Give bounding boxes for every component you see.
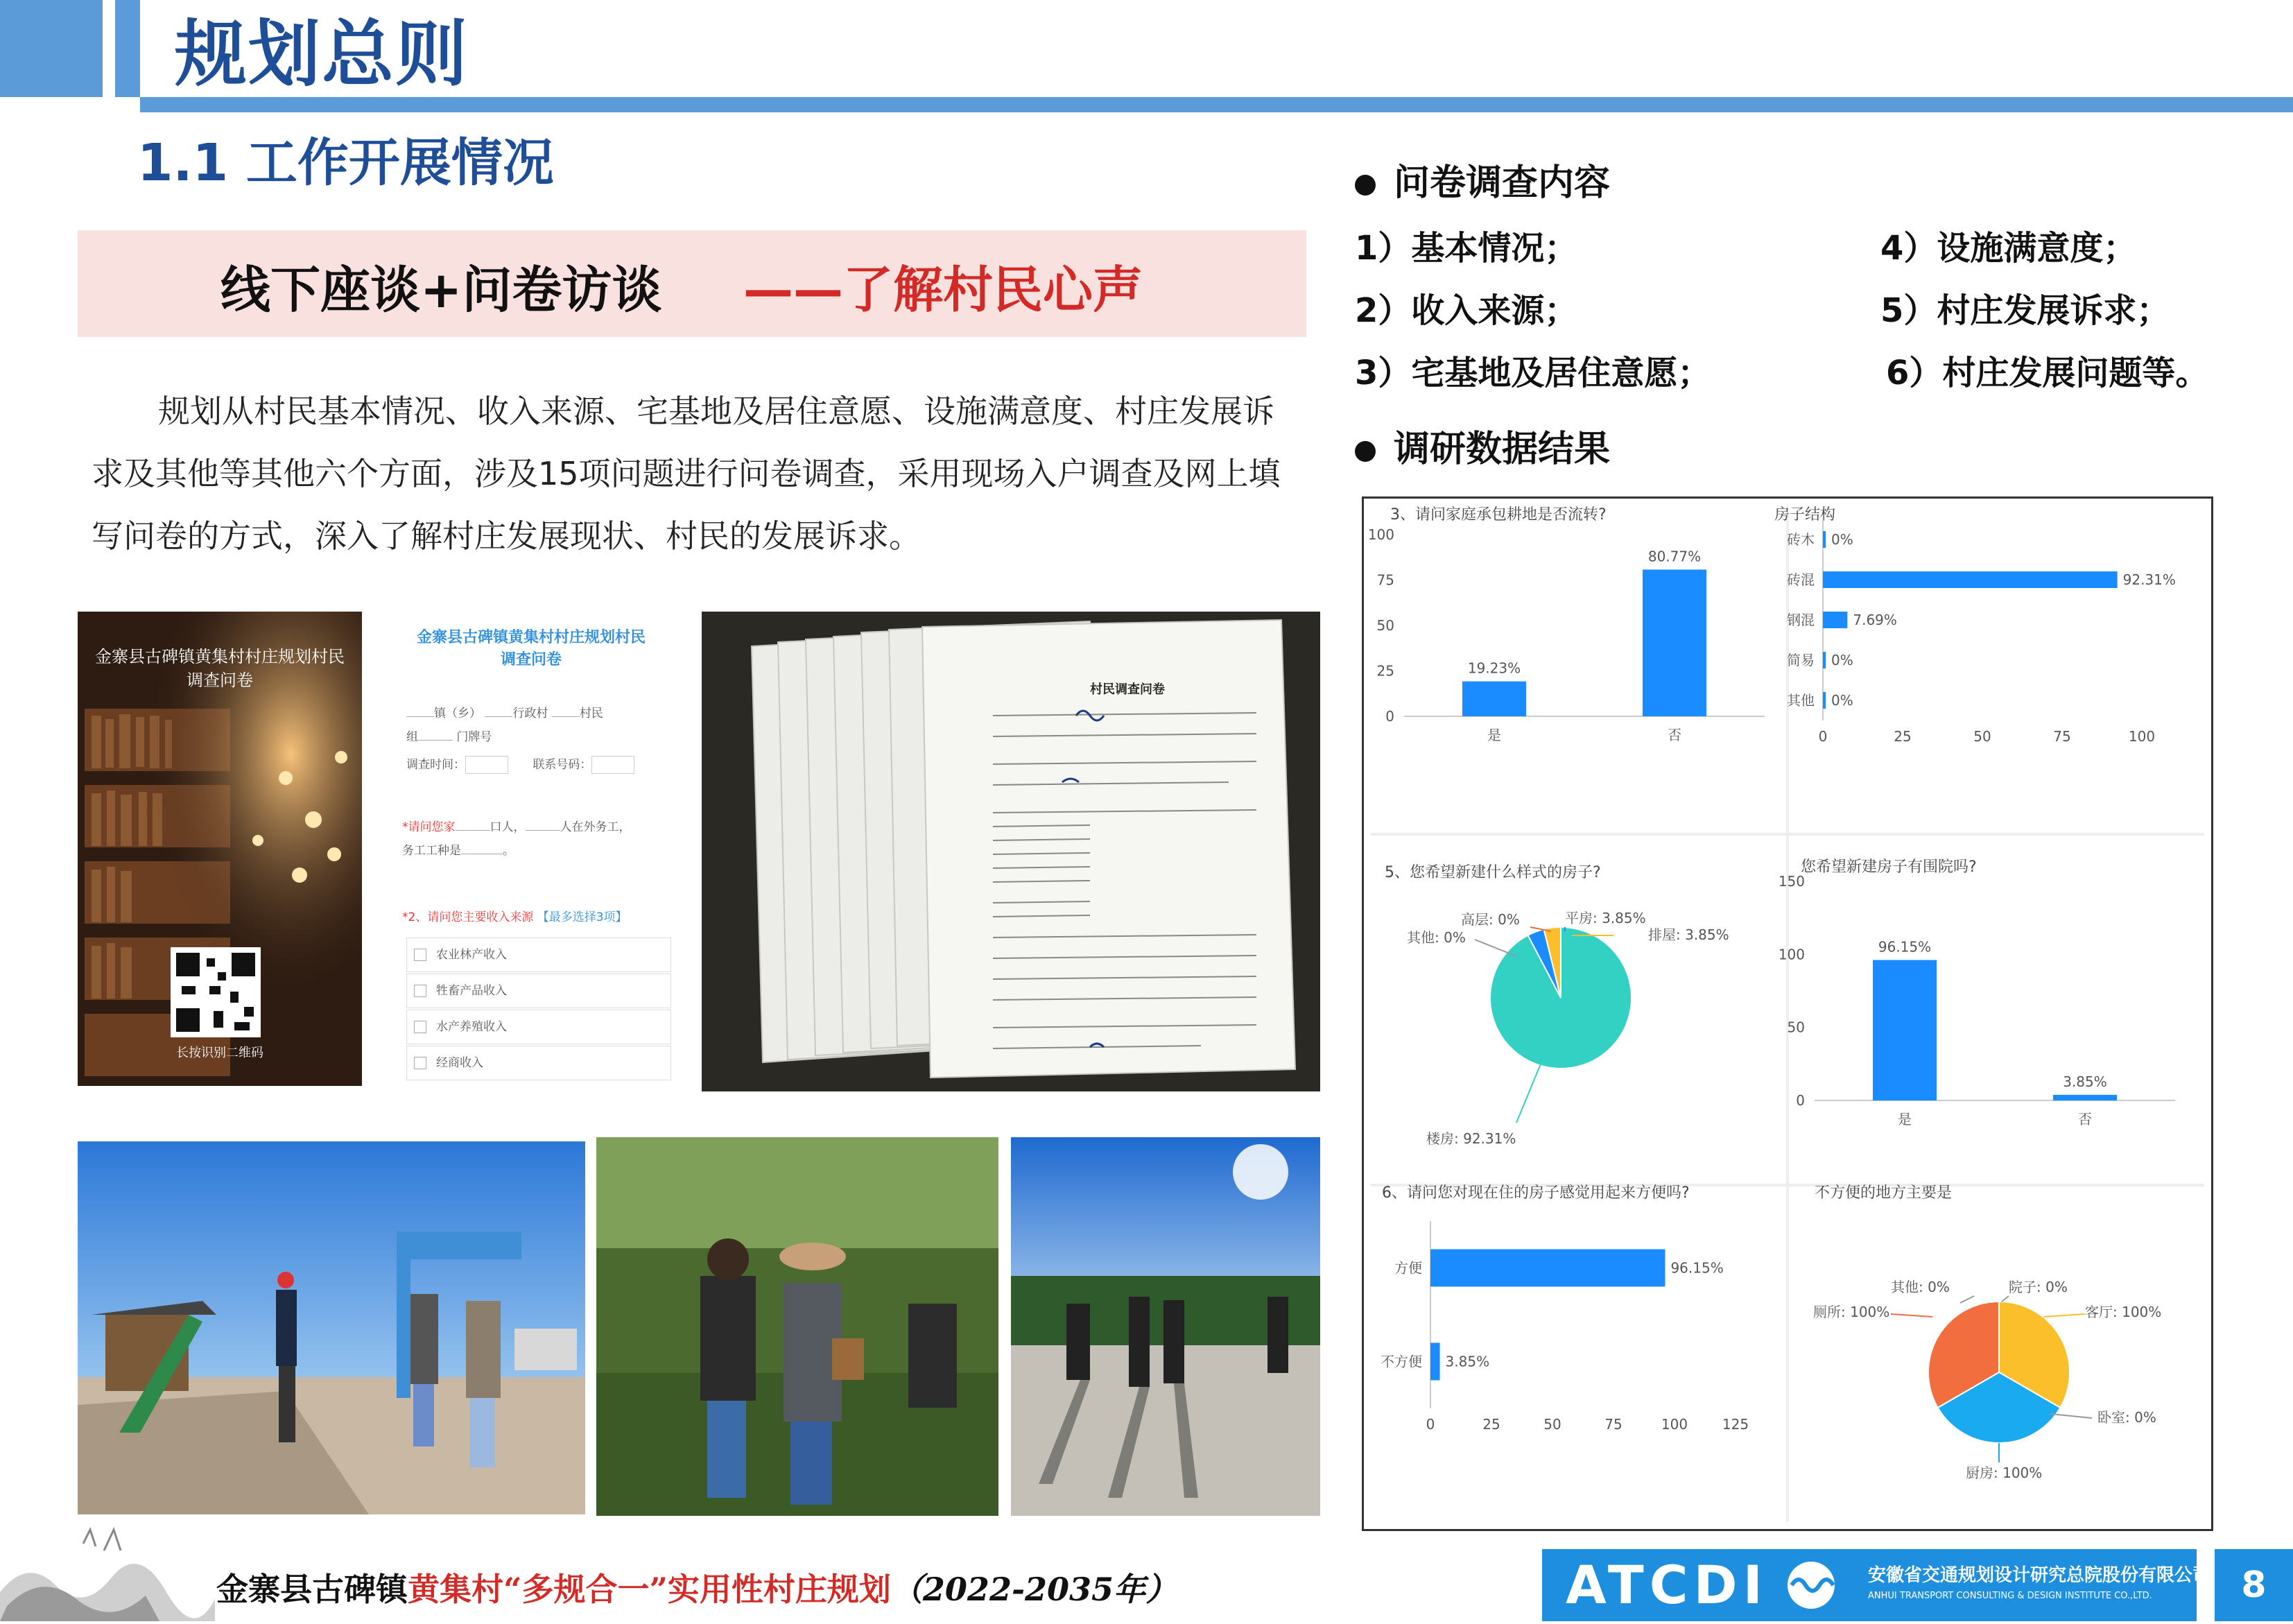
- landscape-painting-icon: [0, 1516, 215, 1621]
- form-date-label: 调查时间：: [406, 758, 465, 772]
- form-question-1: [402, 815, 673, 863]
- pie-slice-label: 厕所: 100%: [1813, 1304, 1890, 1320]
- y-tick-label: 100: [1778, 946, 1805, 963]
- page-title: 规划总则: [175, 12, 469, 96]
- x-tick-label: 50: [1973, 728, 1991, 745]
- checkbox-icon: [414, 1021, 426, 1033]
- poster-title: 金寨县古碑镇黄集村村庄规划村民调查问卷: [95, 647, 345, 690]
- form-row-3: [406, 753, 634, 777]
- form-option-4[interactable]: [406, 1046, 671, 1080]
- bar: [1430, 1343, 1440, 1381]
- form-option-label: 经商收入: [436, 1056, 483, 1070]
- y-tick-label: 其他: [1787, 692, 1815, 709]
- y-tick-label: 不方便: [1381, 1353, 1422, 1370]
- form-option-1[interactable]: [406, 938, 671, 972]
- form-q2-label: *2、请问您主要收入来源: [402, 910, 534, 924]
- form-town-label: 镇（乡）: [434, 707, 481, 720]
- footer-project-title: [216, 1569, 1177, 1610]
- field-visit-photo-1: [78, 1141, 585, 1514]
- company-logo: ATCDI: [1566, 1554, 1768, 1616]
- page-number: 8: [2215, 1549, 2293, 1621]
- survey-item-4: 4）设施满意度；: [1880, 229, 2137, 268]
- form-title: 金寨县古碑镇黄集村村庄规划村民调查问卷: [416, 629, 646, 668]
- pie-slice-label: 卧室: 0%: [2097, 1409, 2156, 1426]
- bar-data-label: 80.77%: [1647, 548, 1702, 565]
- x-tick-label: 25: [1482, 1416, 1500, 1433]
- form-option-label: 牲畜产品收入: [436, 984, 507, 998]
- charts-canvas: [1364, 499, 2211, 1529]
- form-q1-job: 务工工种是: [402, 844, 461, 858]
- bar-data-label: 92.31%: [2122, 571, 2176, 588]
- pie-leader-line: [1891, 1314, 1932, 1317]
- form-phone-label: 联系号码：: [533, 758, 592, 772]
- y-tick-label: 0: [1385, 708, 1394, 725]
- pie-slice-label: 高层: 0%: [1461, 911, 1520, 928]
- survey-results-charts: [1362, 496, 2213, 1531]
- y-tick-label: 砖木: [1787, 531, 1815, 548]
- form-village-label: 行政村: [512, 707, 548, 720]
- y-tick-label: 25: [1376, 662, 1394, 680]
- form-villager-label: 村民: [579, 707, 603, 720]
- poster-qr-caption: 长按识别二维码: [176, 1046, 263, 1060]
- chart-title: 您希望新建房子有围院吗?: [1801, 858, 1977, 876]
- form-option-3[interactable]: [406, 1010, 671, 1044]
- checkbox-icon: [414, 1057, 426, 1069]
- x-tick-label: 0: [1426, 1416, 1435, 1433]
- wave-circle-icon: [1785, 1559, 1837, 1612]
- intro-paragraph: 规划从村民基本情况、收入来源、宅基地及居住意愿、设施满意度、村庄发展诉求及其他等其他六个方面，涉及15项问题进行问卷调查，采用现场入户调查及网上填写问卷的方式，深入了解村庄发展现状、村民的发展诉求。: [92, 392, 1281, 555]
- section-subtitle: 1.1 工作开展情况: [137, 133, 554, 193]
- pie-slice-label: 院子: 0%: [2009, 1279, 2068, 1295]
- pie-slice-label: 其他: 0%: [1407, 929, 1466, 946]
- results-heading-text: 调研数据结果: [1394, 429, 1611, 470]
- garden-interview-image: [596, 1137, 998, 1516]
- y-tick-label: 0: [1796, 1092, 1805, 1109]
- bar-data-label: 0%: [1831, 652, 1853, 668]
- bar: [1823, 612, 1847, 628]
- pie-slice-label: 客厅: 100%: [2085, 1304, 2162, 1320]
- chart-title: 5、您希望新建什么样式的房子?: [1385, 864, 1601, 881]
- form-group-label: 组: [406, 730, 418, 744]
- form-house-number-label: 门牌号: [456, 730, 492, 744]
- bar-data-label: 7.69%: [1853, 612, 1897, 628]
- checkbox-icon: [414, 949, 426, 961]
- bar-data-label: 96.15%: [1878, 938, 1932, 956]
- chart-title: 6、请问您对现在住的房子感觉用起来方便吗?: [1382, 1184, 1690, 1202]
- y-tick-label: 100: [1367, 526, 1394, 543]
- y-tick-label: 50: [1376, 617, 1394, 634]
- banner-left-text: 线下座谈+问卷访谈: [220, 261, 662, 319]
- x-tick-label: 100: [1661, 1416, 1688, 1433]
- form-option-2[interactable]: [406, 974, 671, 1008]
- village-road-walk-image: [1011, 1137, 1320, 1516]
- x-tick-label: 50: [1543, 1416, 1561, 1433]
- chart-title: 房子结构: [1774, 506, 1836, 524]
- form-question-2: [402, 907, 628, 924]
- bar-data-label: 3.85%: [2063, 1073, 2107, 1090]
- paper-questionnaires-photo: [702, 612, 1320, 1091]
- survey-item-5: 5）村庄发展诉求；: [1880, 291, 2170, 330]
- form-option-label: 农业林产收入: [436, 948, 507, 962]
- form-row-1: [406, 702, 603, 725]
- bar-data-label: 3.85%: [1445, 1353, 1490, 1370]
- ink-landscape-decoration: [0, 1516, 215, 1621]
- form-row-2: [406, 725, 492, 749]
- header-accent-block: [0, 0, 103, 97]
- y-tick-label: 钢混: [1787, 612, 1815, 628]
- bar: [1823, 692, 1826, 709]
- bar: [1823, 652, 1826, 668]
- banner-right-text: ——了解村民心声: [743, 261, 1143, 319]
- y-tick-label: 砖混: [1787, 571, 1815, 588]
- x-tick-label: 否: [2078, 1111, 2092, 1128]
- chart-title: 不方便的地方主要是: [1815, 1184, 1953, 1202]
- footer-county: 金寨县古碑镇: [216, 1571, 408, 1608]
- x-tick-label: 100: [2128, 728, 2156, 745]
- bar: [1430, 1250, 1665, 1287]
- bullet-icon: [1355, 175, 1376, 196]
- y-tick-label: 150: [1778, 873, 1805, 890]
- x-tick-label: 是: [1487, 727, 1501, 743]
- y-tick-label: 方便: [1394, 1259, 1422, 1277]
- company-logo-bar: [1542, 1549, 2211, 1621]
- pie-leader-line: [2002, 1296, 2009, 1302]
- survey-poster-photo: [78, 612, 362, 1086]
- results-heading: [1355, 427, 1610, 472]
- form-q1-workers: 人在外务工，: [560, 820, 631, 834]
- bar: [1643, 569, 1706, 716]
- header-rule: [140, 97, 2293, 112]
- pie-slice-label: 其他: 0%: [1891, 1279, 1950, 1295]
- x-tick-label: 否: [1668, 727, 1681, 743]
- bar-data-label: 96.15%: [1670, 1259, 1724, 1277]
- y-tick-label: 50: [1787, 1019, 1805, 1036]
- form-q2-hint: 【最多选择3项】: [537, 910, 628, 924]
- bar-data-label: 19.23%: [1467, 659, 1521, 677]
- pie-slice-label: 平房: 3.85%: [1565, 910, 1646, 926]
- x-tick-label: 25: [1894, 728, 1912, 745]
- footer-years: （2022-2035年）: [890, 1571, 1178, 1608]
- bar: [1823, 571, 2118, 588]
- survey-heading: [1355, 161, 1610, 205]
- survey-heading-text: 问卷调查内容: [1394, 162, 1611, 204]
- x-tick-label: 125: [1722, 1416, 1749, 1433]
- form-q1-prefix: *请问您家: [402, 820, 456, 834]
- pie-leader-line: [2050, 1414, 2092, 1418]
- pie-leader-line: [1960, 1296, 1974, 1303]
- online-form-screenshot: [386, 612, 677, 1097]
- bar-data-label: 0%: [1831, 692, 1853, 709]
- header-accent-stripe: [115, 0, 140, 97]
- y-tick-label: 简易: [1787, 652, 1815, 668]
- x-tick-label: 0: [1818, 728, 1828, 745]
- x-tick-label: 75: [2053, 728, 2071, 745]
- form-q1-people: 口人，: [490, 820, 526, 834]
- survey-item-1: 1）基本情况；: [1355, 229, 1578, 268]
- chart-title: 3、请问家庭承包耕地是否流转?: [1390, 506, 1607, 524]
- field-visit-photo-2: [596, 1137, 998, 1516]
- field-visit-photo-3: [1011, 1137, 1320, 1516]
- roadside-interview-image: [78, 1141, 585, 1514]
- x-tick-label: 是: [1898, 1111, 1912, 1128]
- survey-item-6: 6）村庄发展问题等。: [1886, 354, 2209, 392]
- footer-plan-name: 黄集村“多规合一”实用性村庄规划: [408, 1571, 891, 1608]
- pie-leader-line: [1516, 1059, 1543, 1123]
- pie-leader-line: [2043, 1314, 2085, 1317]
- form-option-label: 水产养殖收入: [436, 1020, 507, 1034]
- bar: [2053, 1095, 2117, 1100]
- bullet-icon: [1355, 441, 1376, 462]
- paper-title: 村民调查问卷: [1090, 682, 1165, 697]
- y-tick-label: 75: [1376, 571, 1394, 589]
- bar: [1873, 960, 1937, 1100]
- form-q1-end: 。: [503, 844, 514, 858]
- bar-data-label: 0%: [1831, 531, 1853, 548]
- paper-stack-image: [702, 612, 1320, 1091]
- bar: [1462, 682, 1526, 716]
- company-name-en: ANHUI TRANSPORT CONSULTING & DESIGN INSTITUTE CO.,LTD.: [1868, 1591, 2152, 1601]
- checkbox-icon: [414, 985, 426, 997]
- x-tick-label: 75: [1604, 1416, 1623, 1433]
- survey-item-2: 2）收入来源；: [1355, 291, 1578, 330]
- pie-slice-label: 厨房: 100%: [1966, 1465, 2043, 1481]
- pie-slice-label: 排屋: 3.85%: [1648, 926, 1729, 943]
- company-name-cn: 安徽省交通规划设计研究总院股份有限公司: [1868, 1565, 2211, 1586]
- pie-slice-label: 楼房: 92.31%: [1426, 1130, 1516, 1147]
- survey-item-3: 3）宅基地及居住意愿；: [1355, 354, 1711, 392]
- bar: [1823, 531, 1826, 548]
